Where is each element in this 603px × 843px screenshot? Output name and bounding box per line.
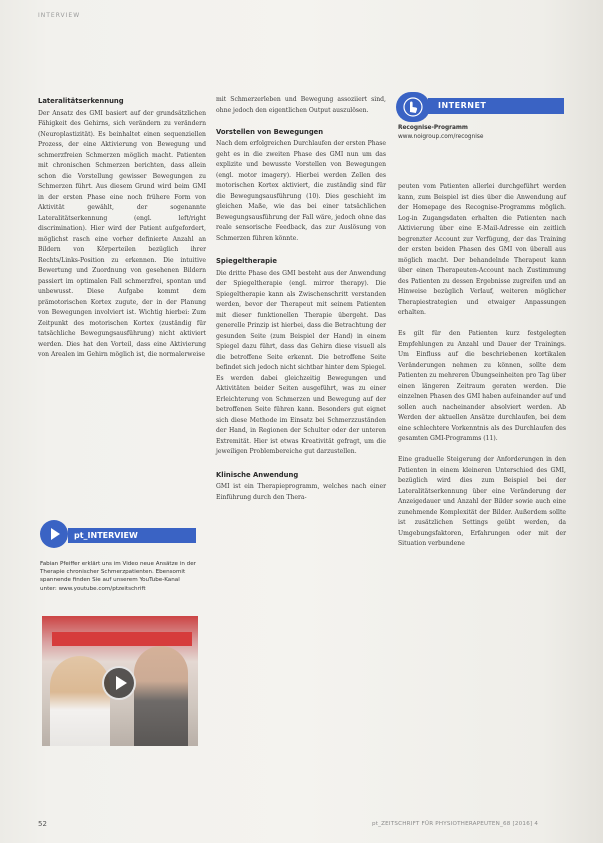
footer-publication: pt_ZEITSCHRIFT FÜR PHYSIOTHERAPEUTEN_68 [2016] 4 [372, 821, 539, 827]
paragraph: Es gilt für den Patienten kurz festgelegten Empfehlungen zu Anzahl und Dauer der Trainings. Um Einfluss auf die beschriebenen kortikalen Veränderungen nehmen zu können, sollte dem Patienten zu mehreren Übungseinheiten pro Tag über einen längeren Zeitraum geraten werden. Die einzelnen Phasen des GMI haben aufeinander auf und sollen auch nacheinander absolviert werden. Ab Werden der aktuellen Ansätze durchlaufen, bei dem eine schlechtere Vorkenntnis als des Durchlaufen des gesamten GMI-Programms (11). [398, 330, 566, 442]
section-heading: Lateralitätserkennung [38, 97, 124, 105]
cursor-hand-icon [396, 92, 430, 122]
video-thumbnail[interactable] [42, 616, 198, 746]
interview-title: pt_INTERVIEW [68, 528, 196, 543]
interview-text: Fabian Pfeiffer erklärt uns im Video neue Ansätze in der Therapie chronischer Schmerzpatienten. Ebensomit spannende finden Sie auf unserem YouTube-Kanal unter: www.youtube.com/ptzeitschrift [40, 561, 196, 592]
interview-box [38, 520, 198, 770]
paragraph: Der Ansatz des GMI basiert auf der grundsätzlichen Fähigkeit des Gehirns, sich verändern zu verändern (Neuroplastizität). Es beinhaltet einen sequenziellen Prozess, der eine Aktivierung von Bewegung und schmerzfreien Schmerzen möglich macht. Patienten mit chronischen Schmerzen berichten, dass allein schon die Vorstellung gewisser Bewegungen zu Schmerzen führt. Aus diesem Grund wird beim GMI in der ersten Phase eine noch frühere Form von Aktivität gewählt, der sogenannte Lateralitätserkennung (engl. left/right discrimination). Hier wird der Patient aufgefordert, möglichst rasch eine vorher definierte Anzahl an Bildern von Körperteilen bezüglich ihrer Rechts/Links-Position zu erkennen. Die intuitive Bewertung und Zuordnung von gesehenen Bildern passiert im optimalen Fall schmerzfrei, spontan und unbewusst. Diese Aufgabe kommt dem prämotorischen Kortex zugute, der in der Planung von Bewegungen involviert ist. Wichtig hierbei: Zum Zeitpunkt des motorischen Kortex (zuständig für tatsächliche Bewegungsausführung) nicht aktiviert werden. Dies hat den Vorteil, dass eine Aktivierung von Arealen im Gehirn möglich ist, die normalerweise [38, 109, 206, 358]
paragraph: Nach dem erfolgreichen Durchlaufen der ersten Phase geht es in die zweiten Phase des GMI nun um das explizite und bewusste Vorstellen von Bewegungen (engl. motor imagery). Hierbei werden Zellen des motorischen Kortex aktiviert, die zuständig sind für die Bewegungsausführung (10). Dies geschieht im gleichen Maße, wie das bei einer tatsächlichen Bewegungsausführung der Fall wäre, jedoch ohne das reale sensorische Feedback, das zur Auslösung von Schmerzen führen könnte. [216, 140, 386, 242]
section-heading: Klinische Anwendung [216, 470, 299, 479]
play-icon [40, 520, 68, 548]
paragraph: GMI ist ein Therapieprogramm, welches nach einer Einführung durch den Thera- [216, 483, 386, 501]
column-middle [216, 95, 386, 503]
video-person-right [134, 646, 188, 746]
paragraph: Eine graduelle Steigerung der Anforderungen in den Patienten in einem kleineren Unterschied des GMI, bezüglich wird dies zum Beispiel bei der Lateralitätserkennung über eine Veränderung der Anzeigedauer und Anzahl der Bilder sowie auch eine zunehmende Komplexität der Bilder. Außerdem sollte ist zusätzlichen Settings geübt werden, da Umgebungsfaktoren, Erfahrungen oder mit der Situation verbundene [398, 456, 566, 547]
program-url[interactable]: www.noigroup.com/recognise [398, 134, 484, 140]
internet-box [394, 90, 564, 160]
section-heading: Spiegeltherapie [216, 257, 277, 265]
paragraph: Die dritte Phase des GMI besteht aus der Anwendung der Spiegeltherapie (engl. mirror therapy). Die Spiegeltherapie kann als Zwischenschritt verstanden werden, bevor der Therapeut mit seinem Patienten mit dieser funktionellen Therapie übergeht. Das generelle Prinzip ist hierbei, dass die Betrachtung der gesunden Seite (zum Beispiel der Hand) in einem Spiegel dazu führt, dass das Gehirn diese visuell als die betroffene Seite erkennt. Die betroffene Seite befindet sich jedoch nicht sichtbar hinter dem Spiegel. Es werden dabei gleichzeitig Bewegungen und Aktivitäten beider Seiten ausgeführt, was zu einer Erleichterung von Schmerzen und Bewegung auf der betroffenen Seite führen kann. Besonders gut eignet sich diese Methode im Einsatz bei Schmerzzuständen der Hand, in Regionen der Schulter oder der unteren Extremität. Hier ist etwas Kreativität gefragt, um die jeweiligen Problembereiche gut darzustellen. [216, 269, 386, 455]
column-right [398, 182, 566, 550]
running-head: INTERVIEW [38, 12, 81, 19]
page-number: 52 [38, 820, 47, 828]
internet-body [398, 124, 564, 142]
program-name: Recognise-Programm [398, 125, 468, 131]
column-left [38, 96, 206, 361]
video-play-icon[interactable] [102, 666, 136, 700]
internet-title: INTERNET [428, 98, 564, 114]
section-heading: Vorstellen von Bewegungen [216, 127, 324, 136]
video-banner [52, 632, 192, 646]
paragraph: mit Schmerzerleben und Bewegung assoziiert sind, ohne jedoch den eigentlichen Output auszulösen. [216, 96, 386, 114]
paragraph: peuten vom Patienten allerlei durchgeführt werden kann, zum Beispiel ist dies über die Anwendung auf der Homepage des Recognise-Programms möglich. Log-in Zugangsdaten erhalten die Patienten nach Aktivierung über eine E-Mail-Adresse ein zeitlich begrenzter Account zur Verfügung, der das Training der ersten beiden Phasen des GMI von überall aus möglich macht. Der behandelnde Therapeut kann über einen Therapeuten-Account nach Zustimmung des Patienten zu dessen Ergebnisse zugreifen und an Hinweise bezüglich Verlauf, weiteren möglicher Therapiestrategien und etwaiger Anpassungen erhalten. [398, 183, 566, 316]
video-person-left [50, 656, 110, 746]
